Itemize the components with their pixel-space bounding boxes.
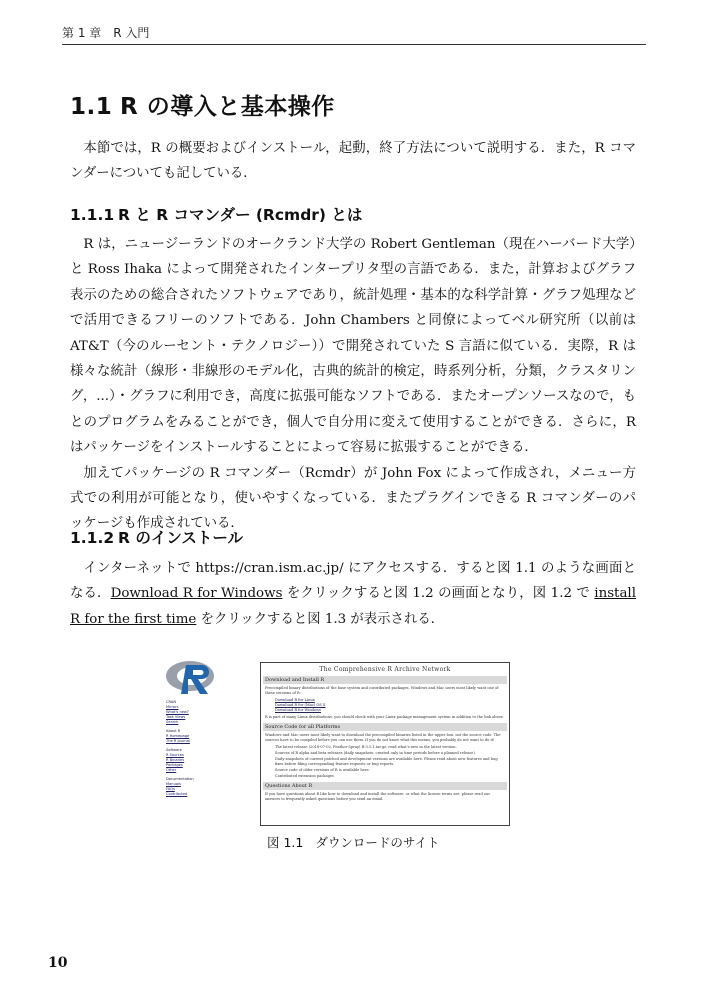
sidebar-link[interactable]: R Binaries (166, 758, 185, 762)
subsection-heading-2 (70, 526, 243, 548)
sidebar-link[interactable]: Other (166, 768, 177, 772)
subsection-2-body (70, 556, 636, 632)
sidebar-link[interactable]: Contributed (166, 792, 188, 796)
cran-section-bar: Questions About R (263, 782, 507, 790)
paragraph-install (70, 556, 636, 632)
install-text-c: をクリックすると図 1.3 が表示される． (196, 611, 445, 627)
figure-caption (267, 833, 440, 851)
subsection-number: 1.1.2 (70, 529, 115, 547)
cran-section-bar: Download and Install R (263, 676, 507, 684)
cran-intro-text: Precompiled binary distributions of the base system and contributed packages, Windows and Mac users most likely want one of these versions of R: (265, 686, 499, 695)
install-first-time-link[interactable]: install R for the first time (70, 586, 636, 627)
intro-paragraph (70, 136, 636, 187)
sidebar-link[interactable]: Mirrors (166, 705, 179, 709)
running-head: 第 1 章 R 入門 (62, 26, 150, 40)
cran-list-item: Contributed extension packages (275, 774, 334, 778)
sidebar-heading: Software (166, 748, 182, 752)
r-logo-icon (164, 658, 222, 698)
download-linux-link[interactable]: Download R for Linux (275, 698, 315, 702)
section-title: R の導入と基本操作 (120, 94, 335, 120)
cran-list-item: Daily snapshots of current patched and development versions are available here. Please read about new features and bug fixes before filing corresponding feature requests or bug reports. (275, 757, 498, 766)
sidebar-heading: Documentation (166, 777, 194, 781)
paragraph-rcmdr: 加えてパッケージの R コマンダー（Rcmdr）が John Fox によって作成され，メニュー方式での利用が可能となり，使いやすくなっている．またプラグインできる R コマンダーのパッケージも作成されている． (70, 465, 636, 532)
sidebar-group-about (166, 729, 236, 744)
sidebar-link[interactable]: The R Journal (166, 739, 190, 743)
figure-label: 図 1.1 (267, 835, 304, 850)
cran-section-bar: Source Code for all Platforms (263, 723, 507, 731)
cran-list-item: Source code of older versions of R is available here. (275, 768, 370, 772)
cran-faq-text: If you have questions about R like how to download and install the software, or what the license terms are, please read our answers to frequently asked questions before you send an email. (265, 792, 491, 801)
cran-sidebar-links (166, 700, 236, 797)
install-text-b: をクリックすると図 1.2 の画面となり，図 1.2 で (282, 586, 595, 602)
cran-main-panel (260, 662, 510, 826)
sidebar-link[interactable]: R Sources (166, 753, 184, 757)
subsection-1-body (70, 232, 636, 537)
page-number: 10 (48, 955, 68, 971)
sidebar-link[interactable]: Task Views (166, 715, 186, 719)
cran-list-item: The latest release (2018-07-02, Feather Spray) R-3.5.1.tar.gz, read what's new in the latest version. (275, 745, 457, 749)
download-windows-link-figure[interactable]: Download R for Windows (275, 708, 322, 712)
cran-note: R is part of many Linux distributions, you should check with your Linux package management system in addition to the link above. (265, 715, 505, 719)
sidebar-link[interactable]: Manuals (166, 782, 181, 786)
sidebar-heading: CRAN (166, 700, 177, 704)
cran-source-text: Windows and Mac users most likely want to download the precompiled binaries listed in the upper box, not the source code. The sources have to be compiled before you can use them. If you do not know what this means, you probably do not want to do it! (265, 733, 501, 742)
subsection-heading-1 (70, 203, 362, 225)
sidebar-link[interactable]: R Homepage (166, 734, 190, 738)
section-heading (70, 88, 335, 121)
sidebar-group-cran (166, 700, 236, 725)
subsection-title: R と R コマンダー (Rcmdr) とは (118, 206, 363, 224)
download-mac-link[interactable]: Download R for (Mac) OS X (275, 703, 326, 707)
cran-title: The Comprehensive R Archive Network (319, 666, 451, 673)
download-windows-link[interactable]: Download R for Windows (110, 586, 283, 602)
sidebar-heading: About R (166, 729, 181, 733)
sidebar-link[interactable]: Search (166, 720, 179, 724)
subsection-number: 1.1.1 (70, 206, 115, 224)
section-number: 1.1 (70, 94, 113, 120)
cran-sidebar (150, 654, 240, 804)
subsection-title: R のインストール (118, 529, 244, 547)
sidebar-link[interactable]: Packages (166, 763, 183, 767)
figure-screenshot (150, 654, 510, 824)
install-text-a: インターネットで https://cran.ism.ac.jp/ にアクセスする．すると図 1.1 のような画面となる． (70, 561, 636, 602)
header-rule (62, 44, 646, 45)
intro-text: 本節では，R の概要およびインストール，起動，終了方法について説明する．また，R コマンダーについても記している． (70, 141, 636, 182)
paragraph-r-overview: R は，ニュージーランドのオークランド大学の Robert Gentleman（現在ハーバード大学）と Ross Ihaka によって開発されたインタープリタ型の言語である．また，計算およびグラフ表示のための総合されたソフトウェアであり，統計処理・基本的な科学計算・グラフ処理などで活用できるフリーのソフトである．John Chambers と同僚によってベル研究所（以前は AT&T（今のルーセント・テクノロジー））で開発されていた S 言語に似ている．実際，R は様々な統計（線形・非線形のモデル化，古典的統計的検定，時系列分析，分類，クラスタリング，...）・グラフに利用でき，高度に拡張可能なソフトである．またオープンソースなので，もとのプログラムをみることができ，個人で自分用に変えて使用することができる．さらに，R はパッケージをインストールすることによって容易に拡張することができる． (70, 237, 636, 456)
sidebar-group-docs (166, 777, 236, 797)
sidebar-link[interactable]: What's new? (166, 710, 189, 714)
sidebar-group-software (166, 748, 236, 773)
sidebar-link[interactable]: FAQs (166, 787, 175, 791)
cran-list-item: Sources of R alpha and beta releases (daily snapshots, created only in time periods before a planned release). (275, 751, 476, 755)
figure-caption-text: ダウンロードのサイト (315, 835, 440, 850)
